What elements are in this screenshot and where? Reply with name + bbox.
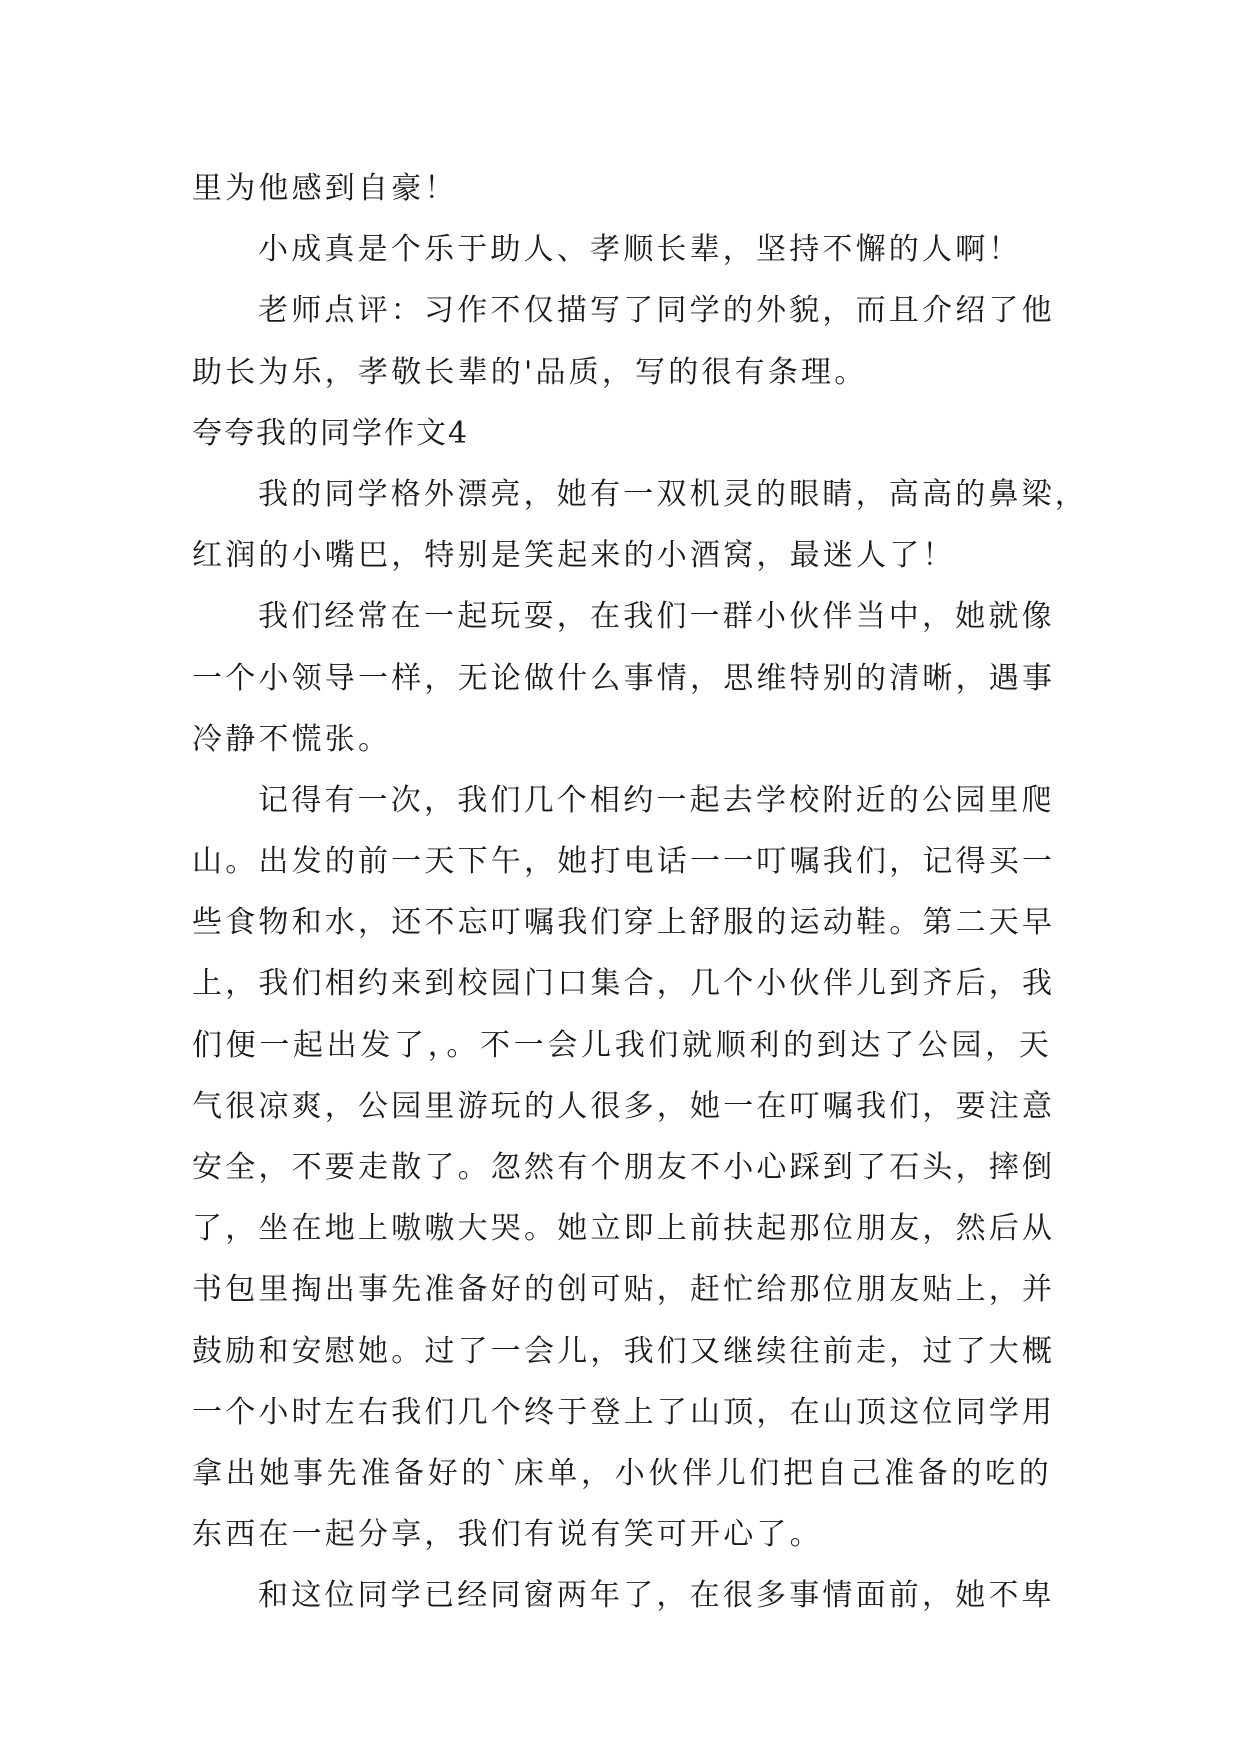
text-line: 一个小领导一样，无论做什么事情，思维特别的清晰，遇事 [192, 660, 1056, 696]
text-line: 老师点评：习作不仅描写了同学的外貌，而且介绍了他 [258, 293, 1055, 329]
text-line: 冷静不慌张。 [192, 721, 392, 757]
text-line: 安全，不要走散了。忽然有个朋友不小心踩到了石头，摔倒 [192, 1150, 1056, 1185]
text-line: 拿出她事先准备好的`床单，小伙伴儿们把自己准备的吃的 [192, 1455, 1052, 1491]
text-line: 记得有一次，我们几个相约一起去学校附近的公园里爬 [258, 782, 1055, 818]
text-line: 们便一起出发了，。不一会儿我们就顺利的到达了公园，天 [192, 1027, 1052, 1063]
text-line: 山。出发的前一天下午，她打电话一一叮嘱我们，记得买一 [192, 844, 1056, 880]
text-line: 助长为乐，孝敬长辈的'品质，写的很有条理。 [192, 354, 868, 390]
text-line: 红润的小嘴巴，特别是笑起来的小酒窝，最迷人了！ [192, 538, 956, 574]
text-line: 些食物和水，还不忘叮嘱我们穿上舒服的运动鞋。第二天早 [192, 905, 1056, 941]
essay-title: 夸夸我的同学作文4 [192, 415, 470, 451]
text-line: 上，我们相约来到校园门口集合，几个小伙伴儿到齐后，我 [192, 966, 1056, 1002]
text-line: 一个小时左右我们几个终于登上了山顶，在山顶这位同学用 [192, 1394, 1056, 1430]
text-line: 书包里掏出事先准备好的创可贴，赶忙给那位朋友贴上，并 [192, 1272, 1056, 1308]
text-line: 东西在一起分享，我们有说有笑可开心了。 [192, 1517, 823, 1553]
text-line: 小成真是个乐于助人、孝顺长辈，坚持不懈的人啊！ [258, 232, 1022, 268]
text-line: 了，坐在地上嗷嗷大哭。她立即上前扶起那位朋友，然后从 [192, 1211, 1056, 1247]
text-line: 里为他感到自豪！ [192, 171, 458, 206]
text-line: 我的同学格外漂亮，她有一双机灵的眼睛，高高的鼻梁， [258, 476, 1088, 512]
text-line: 我们经常在一起玩耍，在我们一群小伙伴当中，她就像 [258, 599, 1055, 635]
document-body [192, 158, 1088, 1627]
text-line: 气很凉爽，公园里游玩的人很多，她一在叮嘱我们，要注意 [192, 1088, 1056, 1124]
text-line: 和这位同学已经同窗两年了，在很多事情面前，她不卑 [258, 1578, 1055, 1614]
text-line: 鼓励和安慰她。过了一会儿，我们又继续往前走，过了大概 [192, 1333, 1056, 1369]
